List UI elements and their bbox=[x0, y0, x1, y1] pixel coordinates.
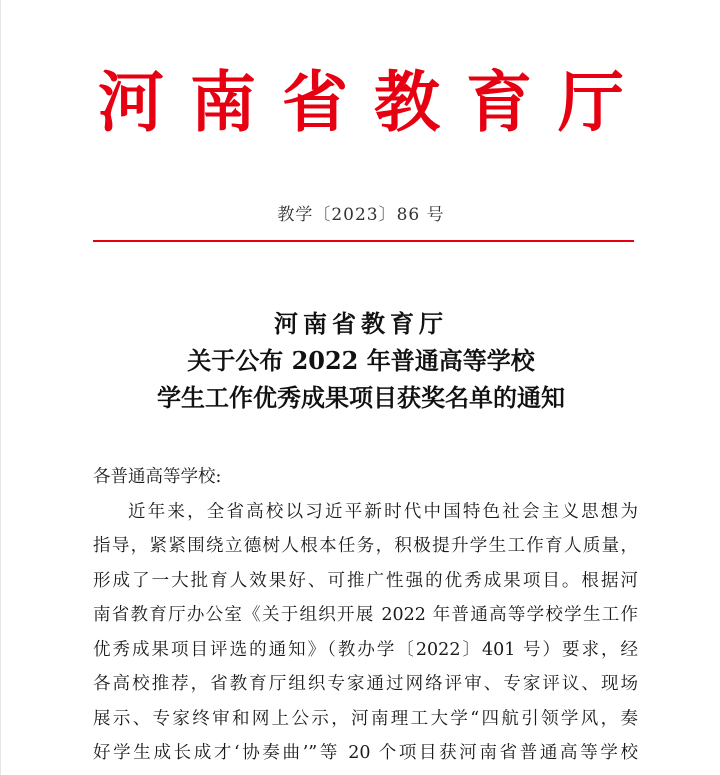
title-line-2: 关于公布 2022 年普通高等学校 bbox=[187, 346, 535, 375]
body-line: 优秀成果项目评选的通知》（教办学〔2022〕401 号）要求，经 bbox=[93, 639, 638, 660]
body-line: 展示、专家终审和网上公示，河南理工大学“四航引领学风，奏 bbox=[93, 708, 638, 729]
body-line: 南省教育厅办公室《关于组织开展 2022 年普通高等学校学生工作 bbox=[93, 605, 638, 625]
body-line: 好学生成长成才‘协奏曲’”等 20 个项目获河南省普通高等学校 bbox=[93, 743, 638, 763]
body-line: 指导，紧紧围绕立德树人根本任务，积极提升学生工作育人质量， bbox=[93, 536, 638, 556]
document-number: 教学〔2023〕86 号 bbox=[277, 205, 445, 225]
title-line-1: 河南省教育厅 bbox=[274, 309, 448, 338]
title-line-3: 学生工作优秀成果项目获奖名单的通知 bbox=[157, 383, 565, 412]
body-line: 各高校推荐，省教育厅组织专家通过网络评审、专家评议、现场 bbox=[93, 674, 638, 694]
salutation: 各普通高等学校: bbox=[93, 467, 222, 487]
issuing-authority-header: 河南省教育厅 bbox=[98, 63, 650, 141]
document-title bbox=[1, 305, 720, 416]
document-body bbox=[93, 460, 638, 771]
body-line: 形成了一大批育人效果好、可推广性强的优秀成果项目。根据河 bbox=[93, 570, 638, 591]
body-line: 近年来，全省高校以习近平新时代中国特色社会主义思想为 bbox=[128, 501, 638, 522]
red-divider-line bbox=[93, 240, 634, 242]
